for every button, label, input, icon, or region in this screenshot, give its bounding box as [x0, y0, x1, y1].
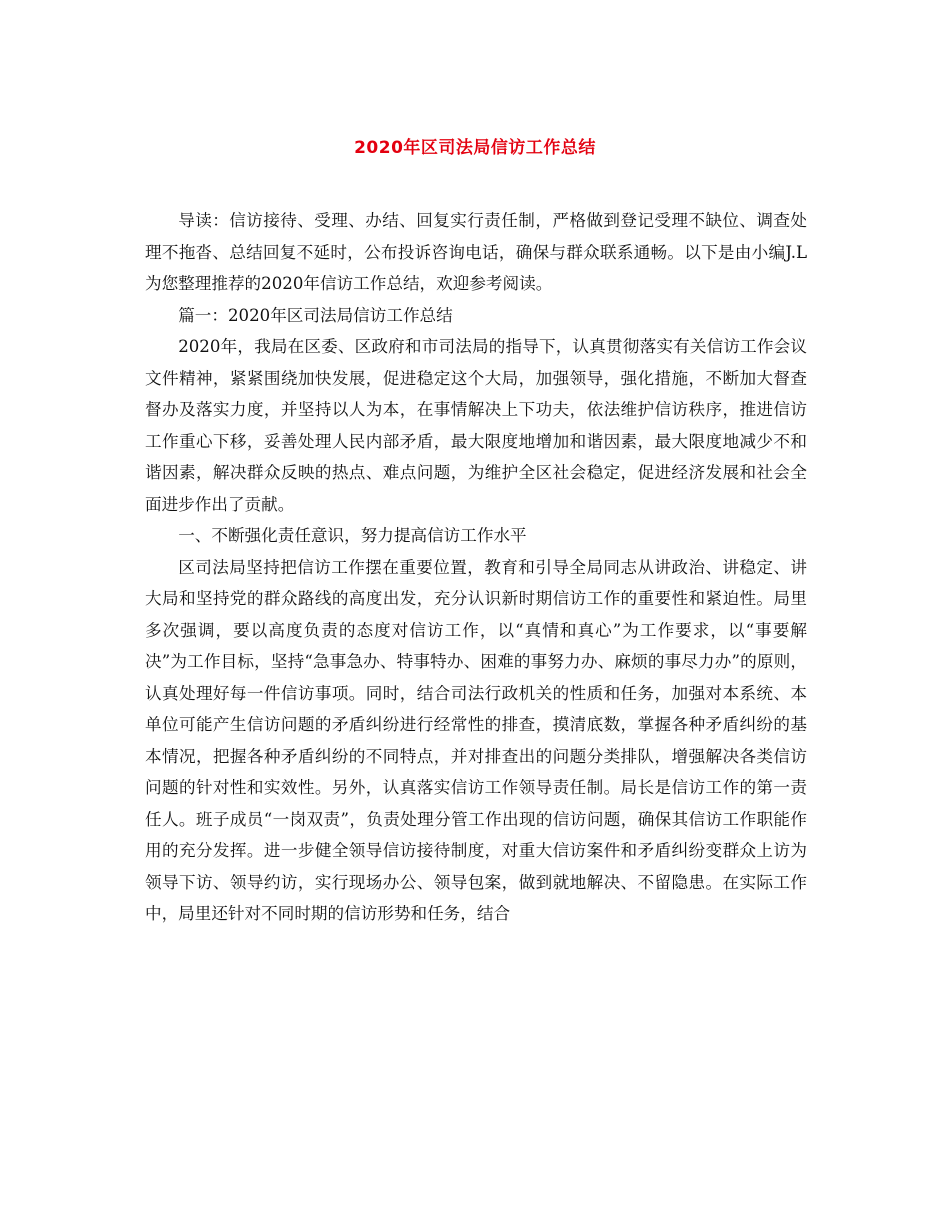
document-title: 2020年区司法局信访工作总结 [354, 138, 596, 158]
paragraph-section-heading: 篇一：2020年区司法局信访工作总结 [178, 305, 453, 325]
paragraph-subheading: 一、不断强化责任意识，努力提高信访工作水平 [178, 526, 527, 545]
paragraph-responsibility: 区司法局坚持把信访工作摆在重要位置，教育和引导全局同志从讲政治、讲稳定、讲大局和坚持党的群众路线的高度出发，充分认识新时期信访工作的重要性和紧迫性。局里多次强调，要以高度负责的态度对信访工作，以“真情和真心”为工作要求，以“事要解决”为工作目标，坚持“急事急办、特事特办、困难的事努力办、麻烦的事尽力办”的原则，认真处理好每一件信访事项。同时，结合司法行政机关的性质和任务，加强对本系统、本单位可能产生信访问题的矛盾纠纷进行经常性的排查，摸清底数，掌握各种矛盾纠纷的基本情况，把握各种矛盾纠纷的不同特点，并对排查出的问题分类排队，增强解决各类信访问题的针对性和实效性。另外，认真落实信访工作领导责任制。局长是信访工作的第一责任人。班子成员“一岗双责”，负责处理分管工作出现的信访问题，确保其信访工作职能作用的充分发挥。进一步健全领导信访接待制度，对重大信访案件和矛盾纠纷变群众上访为领导下访、领导约访，实行现场办公、领导包案，做到就地解决、不留隐患。在实际工作中，局里还针对不同时期的信访形势和任务，结合 [145, 557, 807, 923]
document-body [145, 205, 807, 930]
paragraph-intro: 导读：信访接待、受理、办结、回复实行责任制，严格做到登记受理不缺位、调查处理不拖沓、总结回复不延时，公布投诉咨询电话，确保与群众联系通畅。以下是由小编J.L为您整理推荐的2020年信访工作总结，欢迎参考阅读。 [145, 211, 807, 293]
paragraph-overview: 2020年，我局在区委、区政府和市司法局的指导下，认真贯彻落实有关信访工作会议文件精神，紧紧围绕加快发展，促进稳定这个大局，加强领导，强化措施，不断加大督查督办及落实力度，并坚持以人为本，在事情解决上下功夫，依法维护信访秩序，推进信访工作重心下移，妥善处理人民内部矛盾，最大限度地增加和谐因素，最大限度地减少不和谐因素，解决群众反映的热点、难点问题，为维护全区社会稳定，促进经济发展和社会全面进步作出了贡献。 [145, 337, 807, 514]
